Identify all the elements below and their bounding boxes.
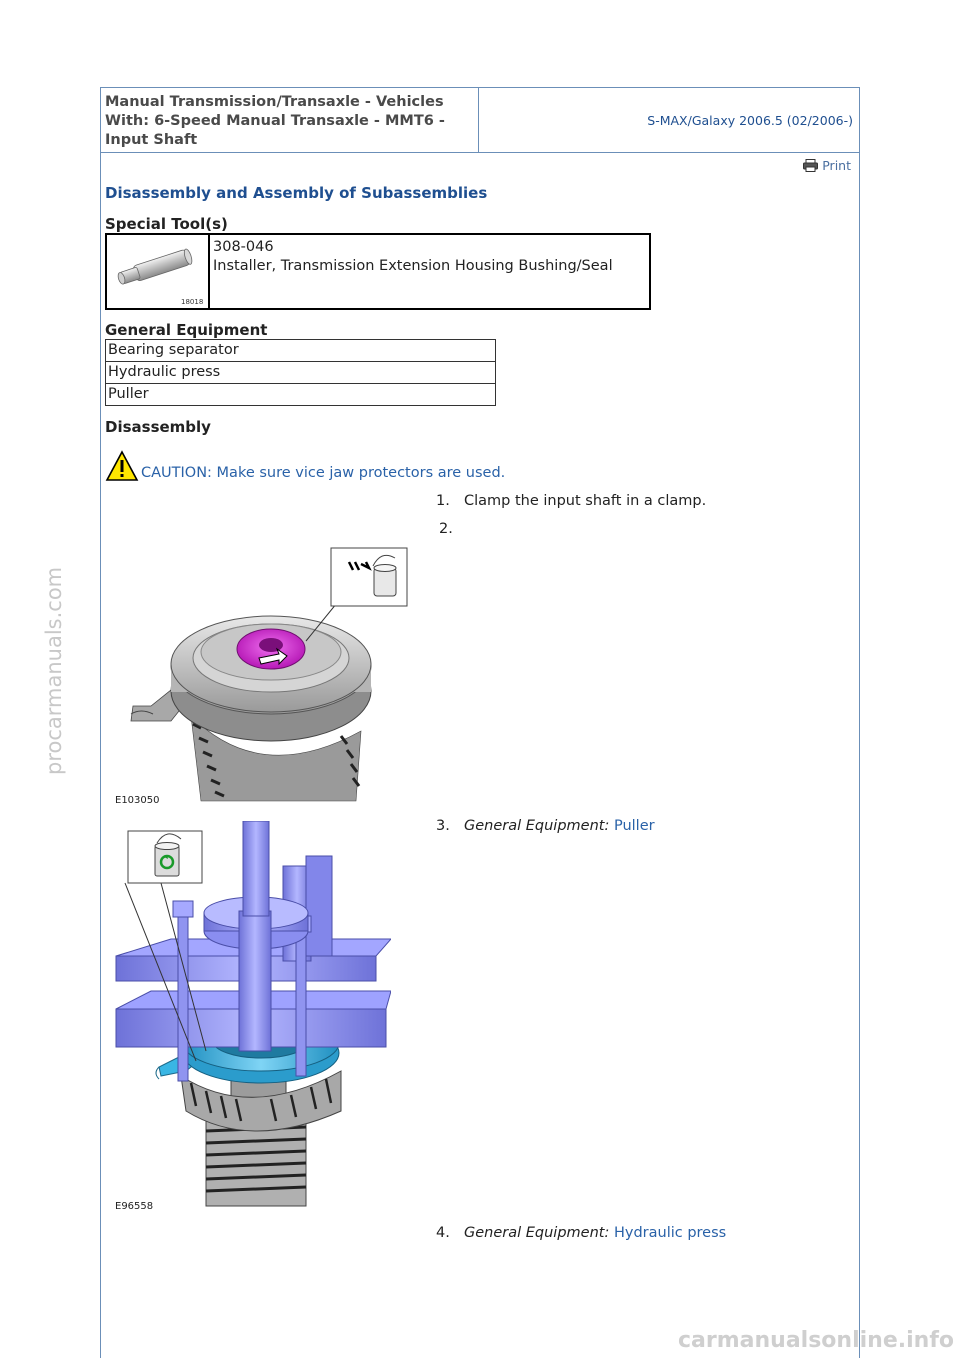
- print-button[interactable]: [803, 158, 851, 173]
- step-4: [436, 1225, 726, 1241]
- general-equipment-table: [105, 339, 494, 406]
- title-line-2: With: 6-Speed Manual Transaxle - MMT6 -: [105, 113, 445, 129]
- step-number: 2.: [439, 521, 453, 537]
- print-label: Print: [822, 158, 851, 173]
- hydraulic-press-link[interactable]: Hydraulic press: [613, 1225, 727, 1241]
- document-title: [101, 88, 479, 152]
- general-equipment-heading: General Equipment: [105, 321, 268, 339]
- step-1: [436, 493, 706, 509]
- side-watermark-text: procarmanuals.com: [42, 566, 66, 775]
- tool-name: Installer, Transmission Extension Housing Bushing/Seal: [213, 258, 613, 274]
- tool-code: 308-046: [213, 239, 274, 255]
- puller-link[interactable]: Puller: [613, 818, 655, 834]
- step-prefix: General Equipment:: [464, 1225, 610, 1241]
- disassembly-heading: Disassembly: [105, 418, 211, 436]
- title-line-1: Manual Transmission/Transaxle - Vehicles: [105, 94, 444, 110]
- step-prefix: General Equipment:: [464, 818, 610, 834]
- equipment-row: Hydraulic press: [105, 362, 496, 384]
- title-line-3: Input Shaft: [105, 132, 198, 148]
- side-watermark: [18, 560, 66, 780]
- special-tools-heading: Special Tool(s): [105, 215, 228, 233]
- document-frame: [100, 87, 860, 1358]
- figure-ref: E96558: [115, 1201, 154, 1212]
- printer-icon: [803, 159, 818, 172]
- warning-icon: [105, 450, 139, 482]
- figure-e103050: [111, 546, 411, 808]
- section-title: Disassembly and Assembly of Subassemblies: [105, 184, 488, 202]
- figure-e96558: [111, 821, 391, 1213]
- bottom-watermark: carmanualsonline.info: [678, 1328, 954, 1353]
- caution-text: CAUTION: Make sure vice jaw protectors are used.: [141, 465, 506, 481]
- step-2: [439, 521, 467, 537]
- special-tools-table: [105, 233, 651, 310]
- tool-description: [210, 235, 616, 308]
- installer-tool-illustration: [107, 235, 206, 308]
- document-header: [101, 88, 859, 153]
- caution-note: [105, 450, 505, 482]
- figure-ref: E103050: [115, 795, 160, 806]
- tool-image: [107, 235, 210, 308]
- step-number: 1.: [436, 493, 450, 509]
- equipment-row: Puller: [105, 384, 496, 406]
- step-number: 4.: [436, 1225, 450, 1241]
- step-3: [436, 818, 655, 834]
- step-text: Clamp the input shaft in a clamp.: [464, 493, 707, 509]
- equipment-row: Bearing separator: [105, 339, 496, 362]
- tool-image-ref: 18018: [181, 298, 204, 306]
- vehicle-model: [480, 88, 859, 152]
- step-number: 3.: [436, 818, 450, 834]
- model-label: S-MAX/Galaxy 2006.5 (02/2006-): [647, 112, 853, 128]
